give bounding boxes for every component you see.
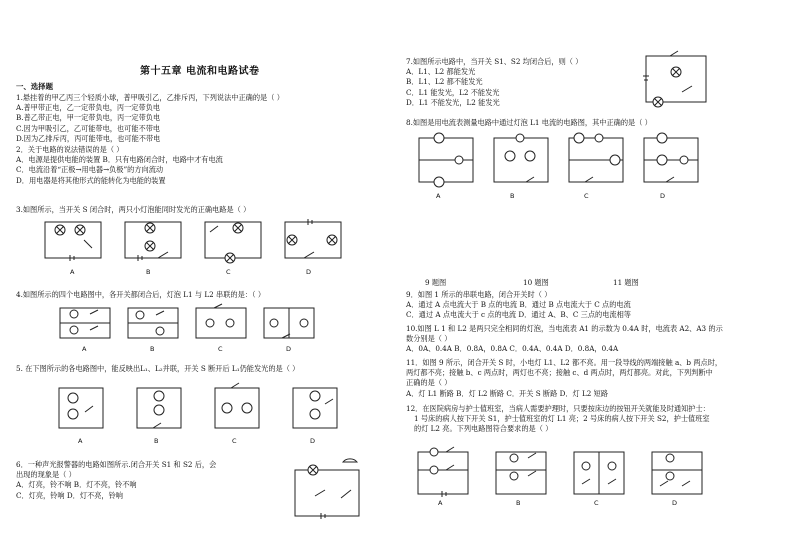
q12-label-c: C (594, 499, 599, 507)
q1-option-c: C.因为甲吸引乙，乙可能带电，也可能不带电 (16, 123, 161, 133)
caption-fig-11: 11 题图 (613, 278, 639, 287)
q12-label-a: A (438, 499, 443, 507)
q5-circuit-c (215, 383, 259, 428)
q3-circuit-a (45, 222, 101, 261)
section-heading: 一、选择题 (16, 82, 53, 91)
q4-label-b: B (150, 345, 155, 353)
q7-option-a: A．L1、L2 都能发光 (406, 67, 476, 77)
q1-stem: 1.悬挂着的甲乙丙三个轻质小球，普甲吸引乙，乙排斥丙，下列说法中正确的是（ ） (16, 93, 284, 102)
question-1 (16, 93, 284, 144)
q12-circuit-figures (414, 446, 714, 504)
question-11 (406, 358, 722, 399)
q2-option-c: C．电流沿着“正极→用电器→负极”的方向流动 (16, 165, 164, 175)
q3-stem: 3.如图所示，当开关 S 闭合时，两只小灯泡能同时发光的正确电路是（ ） (16, 205, 251, 214)
question-12 (406, 404, 710, 435)
q6-options-ab: A．灯亮，铃不响 B．灯不亮，铃不响 (16, 480, 137, 490)
q3-circuit-b (125, 222, 181, 261)
q12-stem-line1: 12．在医院病房与护士值班室，当病人需要护理时，只要按床边的按钮开关就能及时通知护士： (406, 404, 710, 413)
page-title: 第十五章 电流和电路试卷 (140, 66, 260, 77)
q3-circuit-d (285, 219, 341, 258)
q4-circuit-d (264, 308, 314, 338)
q6-options-cd: C．灯亮，铃响 D．灯不亮，铃响 (16, 490, 123, 500)
q8-circuit-a (419, 133, 473, 187)
q1-option-d: D.因为乙排斥丙，丙可能带电，也可能不带电 (16, 133, 161, 143)
q4-circuit-figures (58, 304, 328, 346)
q4-circuit-b (128, 308, 178, 338)
q9-options-ab: A．通过 A 点电流大于 B 点的电流 B．通过 B 点电流大于 C 点的电流 (406, 300, 631, 310)
question-7 (406, 57, 582, 108)
q12-circuit-c (574, 452, 624, 494)
q11-stem-line3: 正确的是（ ） (406, 378, 452, 388)
q3-label-a: A (70, 268, 75, 276)
q3-label-d: D (306, 268, 312, 276)
q8-circuit-figures (415, 134, 715, 194)
q7-option-b: B．L1、L2 都不能发光 (406, 77, 483, 87)
q5-stem: 5. 在下图所示的各电路图中，能反映出L₁、L₂并联，开关 S 断开后 L₁仍能发光的是（ ） (16, 364, 300, 373)
q5-circuit-a (59, 388, 103, 428)
q5-label-d: D (310, 437, 316, 445)
q2-option-ab: A．电源是提供电能的装置 B．只有电路闭合时，电路中才有电流 (16, 155, 223, 165)
q9-stem: 9．如图 1 所示的串联电路，闭合开关时（ ） (406, 290, 552, 299)
q3-label-c: C (226, 268, 231, 276)
q4-label-c: C (218, 345, 223, 353)
q5-circuit-b (137, 388, 181, 428)
q12-stem-line2: 1 号床的病人按下开关 S1，护士值班室的灯 L1 亮；2 号床的病人按下开关 S2，护士值班室 (414, 414, 710, 424)
question-6 (16, 460, 216, 501)
q12-circuit-b (496, 452, 546, 494)
q9-options-cd: C．通过 A 点电流大于 c 点的电流 D．通过 A、B、C 三点的电流相等 (406, 310, 631, 320)
caption-fig-10: 10 题图 (523, 278, 549, 287)
q12-stem-line3: 的灯 L2 亮。下列电路图符合要求的是（ ） (414, 424, 553, 434)
q10-stem-line2: 数分别是（ ） (406, 334, 452, 344)
q11-stem-line2: 两灯都不亮；接触 b、c 两点时，两灯也不亮；接触 c、d 两点时，两灯都亮。对此，下列判断中 (406, 368, 713, 378)
q11-options: A．灯 L1 断路 B．灯 L2 断路 C．开关 S 断路 D．灯 L2 短路 (406, 388, 609, 398)
q4-label-a: A (82, 345, 87, 353)
q12-label-d: D (672, 499, 678, 507)
q3-circuit-c (205, 222, 261, 263)
q2-option-d: D．用电器是将其他形式的能转化为电能的装置 (16, 175, 166, 185)
q4-circuit-c (196, 304, 246, 338)
q6-stem-line1: 6．一种声光报警器的电路如图所示.闭合开关 S1 和 S2 后，会 (16, 460, 217, 469)
q10-stem-line1: 10.如图 L 1 和 L2 是两只完全相同的灯泡，当电流表 A1 的示数为 0.4A 时，电流表 A2、A3 的示 (406, 324, 723, 333)
q1-option-b: B.普乙带正电，甲一定带负电，丙一定带负电 (16, 113, 161, 123)
q8-stem: 8.如图是用电流表测量电路中通过灯泡 L1 电流的电路图，其中正确的是（ ） (406, 118, 652, 127)
q6-stem-line2: 出现的现象是（ ） (16, 470, 76, 480)
q8-label-d: D (660, 192, 666, 200)
q4-stem: 4.如图所示的四个电路图中，各开关都闭合后，灯泡 L1 与 L2 串联的是：（ ） (16, 290, 266, 299)
q3-circuit-figures (40, 218, 370, 276)
q5-circuit-d (293, 388, 337, 428)
q8-label-b: B (510, 192, 515, 200)
q4-label-d: D (286, 345, 292, 353)
q11-stem-line1: 11．如图 9 所示，闭合开关 S 时，小电灯 L1、L2 都不亮。用一段导线的两端接触 a、b 两点时， (406, 358, 723, 367)
q1-option-a: A.普甲带正电，乙一定带负电，丙一定带负电 (16, 103, 161, 113)
q5-circuit-figures (55, 382, 355, 434)
q2-stem: 2．关于电路的说法错误的是（ ） (16, 145, 124, 154)
q7-option-d: D．L1 不能发光，L2 能发光 (406, 97, 500, 107)
q8-circuit-d (644, 133, 698, 182)
caption-fig-9: 9 题图 (425, 278, 447, 287)
q5-label-b: B (154, 437, 159, 445)
q7-option-c: C．L1 能发光，L2 不能发光 (406, 87, 500, 97)
q12-label-b: B (516, 499, 521, 507)
q5-label-c: C (232, 437, 237, 445)
q5-label-a: A (78, 437, 83, 445)
question-9 (406, 290, 631, 321)
q12-circuit-a (418, 447, 468, 497)
q12-circuit-d (652, 452, 702, 494)
q4-circuit-a (60, 308, 110, 338)
q3-label-b: B (146, 268, 151, 276)
q7-stem: 7.如图所示电路中，当开关 S1、S2 均闭合后，则（ ） (406, 57, 583, 66)
q8-label-a: A (436, 192, 441, 200)
q7-circuit (640, 50, 715, 110)
q8-circuit-c (569, 133, 623, 182)
question-2 (16, 145, 223, 186)
q8-label-c: C (584, 192, 589, 200)
q10-options: A．0A、0.4A B．0.8A，0.8A C．0.4A、0.4A D．0.8A，0.4A (406, 344, 619, 354)
question-10 (406, 324, 723, 355)
q8-circuit-b (494, 134, 548, 182)
q6-alarm-circuit (285, 458, 370, 528)
